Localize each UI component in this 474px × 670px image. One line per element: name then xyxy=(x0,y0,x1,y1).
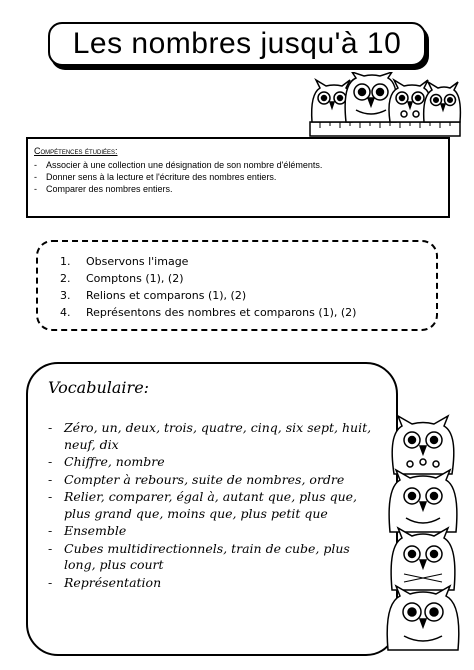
dash-marker: - xyxy=(48,540,53,556)
vocabulary-text: Chiffre, nombre xyxy=(64,454,165,469)
list-item xyxy=(60,253,356,270)
vocabulary-text: Zéro, un, deux, trois, quatre, cinq, six sept, huit, neuf, dix xyxy=(64,420,372,452)
owls-on-ruler-icon xyxy=(306,72,462,142)
dash-marker: - xyxy=(48,471,53,487)
stacked-owls-icon xyxy=(380,414,466,654)
step-number: 2. xyxy=(60,272,71,285)
list-item: - Donner sens à la lecture et l'écriture des nombres entiers. xyxy=(34,171,322,183)
dash-marker: - xyxy=(48,420,53,435)
list-item xyxy=(48,523,382,540)
step-number: 3. xyxy=(60,289,71,302)
list-item xyxy=(48,541,382,574)
vocabulary-text: Représentation xyxy=(64,574,162,590)
page-title: Les nombres jusqu'à 10 xyxy=(72,27,402,60)
list-item xyxy=(60,287,356,304)
dash-marker: - xyxy=(48,574,53,590)
vocabulary-heading: Vocabulaire: xyxy=(48,378,150,397)
step-number: 1. xyxy=(60,255,71,268)
list-item xyxy=(48,454,382,471)
step-text: Relions et comparons (1), (2) xyxy=(86,289,247,302)
dash-marker: - xyxy=(48,523,53,538)
dash-marker: - xyxy=(48,454,53,469)
vocabulary-text: Ensemble xyxy=(64,523,127,538)
steps-box xyxy=(36,240,438,331)
list-item: - Comparer des nombres entiers. xyxy=(34,183,322,195)
title-banner xyxy=(48,22,426,66)
step-text: Observons l'image xyxy=(86,255,189,268)
skills-heading: Compétences étudiées: xyxy=(34,146,118,156)
skills-box xyxy=(26,137,450,218)
skills-list xyxy=(34,159,322,195)
vocabulary-text: Compter à rebours, suite de nombres, ordre xyxy=(64,471,345,487)
steps-list xyxy=(60,253,356,321)
list-item xyxy=(60,270,356,287)
list-item xyxy=(48,575,382,592)
vocabulary-text: Cubes multidirectionnels, train de cube, plus long, plus court xyxy=(64,540,350,572)
list-item xyxy=(48,420,382,453)
step-number: 4. xyxy=(60,306,71,319)
list-item xyxy=(48,472,382,489)
list-item xyxy=(48,489,382,522)
vocabulary-box xyxy=(26,362,398,656)
step-text: Représentons des nombres et comparons (1), (2) xyxy=(86,306,357,319)
list-item xyxy=(60,304,356,321)
list-item: - Associer à une collection une désignation de son nombre d'éléments. xyxy=(34,159,322,171)
step-text: Comptons (1), (2) xyxy=(86,272,184,285)
vocabulary-list xyxy=(48,420,382,592)
vocabulary-text: Relier, comparer, égal à, autant que, plus que, plus grand que, moins que, plus petit que xyxy=(64,489,358,521)
dash-marker: - xyxy=(48,489,53,504)
